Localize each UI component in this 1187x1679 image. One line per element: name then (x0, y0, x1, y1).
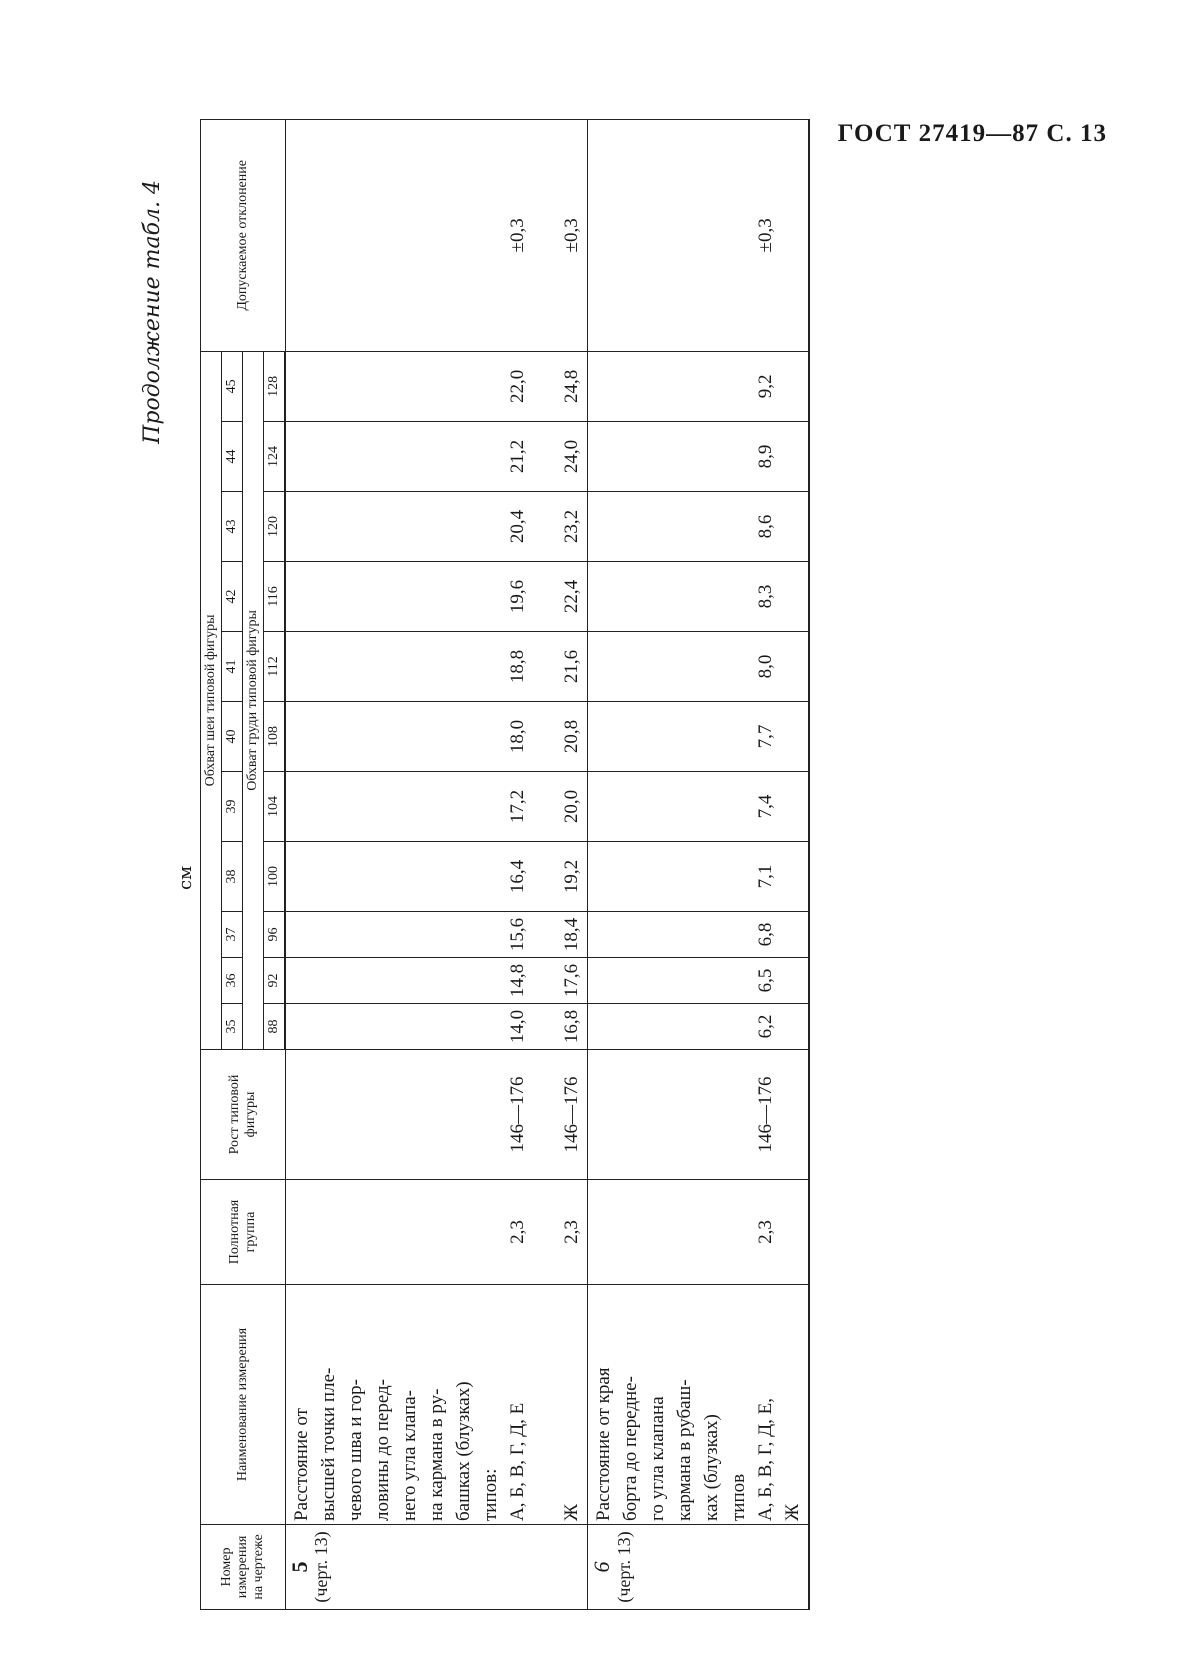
neck-cell: 44 (222, 422, 243, 492)
fullness-cell: 2,3 (588, 1180, 810, 1285)
neck-cell: 40 (222, 702, 243, 772)
measurement-name: Расстояние от края борта до передне- го угла клапана кармана в рубаш- ках (блузках) типов А, Б, В, Г, Д, Е, Ж (588, 1285, 810, 1525)
measurement-number: 6 (черт. 13) (588, 1525, 810, 1610)
value-cell: 7,7 (588, 702, 810, 772)
value-cell: 14,8 17,6 (285, 958, 588, 1004)
chest-cell: 108 (264, 702, 286, 772)
unit-label: см (175, 865, 196, 890)
chest-cell: 116 (264, 562, 286, 632)
value-cell: 18,8 21,6 (285, 632, 588, 702)
value-cell: 17,2 20,0 (285, 772, 588, 842)
measurement-name: Расстояние от высшей точки пле- чевого шва и гор- ловины до перед- него угла клапа- на кармана в ру- башках (блузках) типов: А, Б, В, Г, Д, Е Ж (285, 1285, 588, 1525)
col-fullness-header: Полнотная группа (201, 1180, 286, 1285)
tolerance-cell: ±0,3 ±0,3 (285, 119, 588, 351)
chest-cell: 100 (264, 842, 286, 912)
value-cell: 6,8 (588, 912, 810, 958)
chest-cell: 92 (264, 958, 286, 1004)
col-tolerance-header: Допускаемое отклонение (201, 119, 286, 351)
neck-cell: 42 (222, 562, 243, 632)
value-cell: 8,6 (588, 492, 810, 562)
value-cell: 21,2 24,0 (285, 422, 588, 492)
measurement-number: 5 (черт. 13) (285, 1525, 588, 1610)
value-cell: 7,1 (588, 842, 810, 912)
value-cell: 19,6 22,4 (285, 562, 588, 632)
height-cell: 146—176 146—176 (285, 1050, 588, 1180)
chest-cell: 88 (264, 1004, 286, 1050)
value-cell: 14,0 16,8 (285, 1004, 588, 1050)
value-cell: 15,6 18,4 (285, 912, 588, 958)
chest-cell: 104 (264, 772, 286, 842)
measurements-table (200, 119, 810, 1610)
chest-cell: 112 (264, 632, 286, 702)
rotated-table-page (140, 120, 1120, 1610)
value-cell: 8,3 (588, 562, 810, 632)
chest-cell: 96 (264, 912, 286, 958)
neck-cell: 43 (222, 492, 243, 562)
neck-cell: 35 (222, 1004, 243, 1050)
neck-cell: 45 (222, 351, 243, 421)
value-cell: 8,9 (588, 422, 810, 492)
tolerance-cell: ±0,3 (588, 119, 810, 351)
chest-group-header: Обхват груди типовой фигуры (243, 351, 264, 1049)
neck-cell: 37 (222, 912, 243, 958)
value-cell: 9,2 (588, 351, 810, 421)
chest-cell: 120 (264, 492, 286, 562)
value-cell: 7,4 (588, 772, 810, 842)
neck-cell: 36 (222, 958, 243, 1004)
value-cell: 6,2 (588, 1004, 810, 1050)
value-cell: 18,0 20,8 (285, 702, 588, 772)
col-name-header: Наименование измерения (201, 1285, 286, 1525)
col-height-header: Рост типовой фигуры (201, 1050, 286, 1180)
value-cell: 20,4 23,2 (285, 492, 588, 562)
neck-cell: 39 (222, 772, 243, 842)
table-row (285, 119, 588, 1609)
value-cell: 22,0 24,8 (285, 351, 588, 421)
col-number-header: Номер измерения на чертеже (201, 1525, 286, 1610)
neck-cell: 38 (222, 842, 243, 912)
height-cell: 146—176 (588, 1050, 810, 1180)
neck-cell: 41 (222, 632, 243, 702)
table-row (588, 119, 810, 1609)
page-header: ГОСТ 27419—87 С. 13 (837, 120, 1107, 147)
chest-cell: 124 (264, 422, 286, 492)
value-cell: 16,4 19,2 (285, 842, 588, 912)
fullness-cell: 2,3 2,3 (285, 1180, 588, 1285)
neck-group-header: Обхват шеи типовой фигуры (201, 351, 222, 1049)
continuation-title: Продолжение табл. 4 (140, 180, 165, 444)
value-cell: 8,0 (588, 632, 810, 702)
chest-cell: 128 (264, 351, 286, 421)
value-cell: 6,5 (588, 958, 810, 1004)
